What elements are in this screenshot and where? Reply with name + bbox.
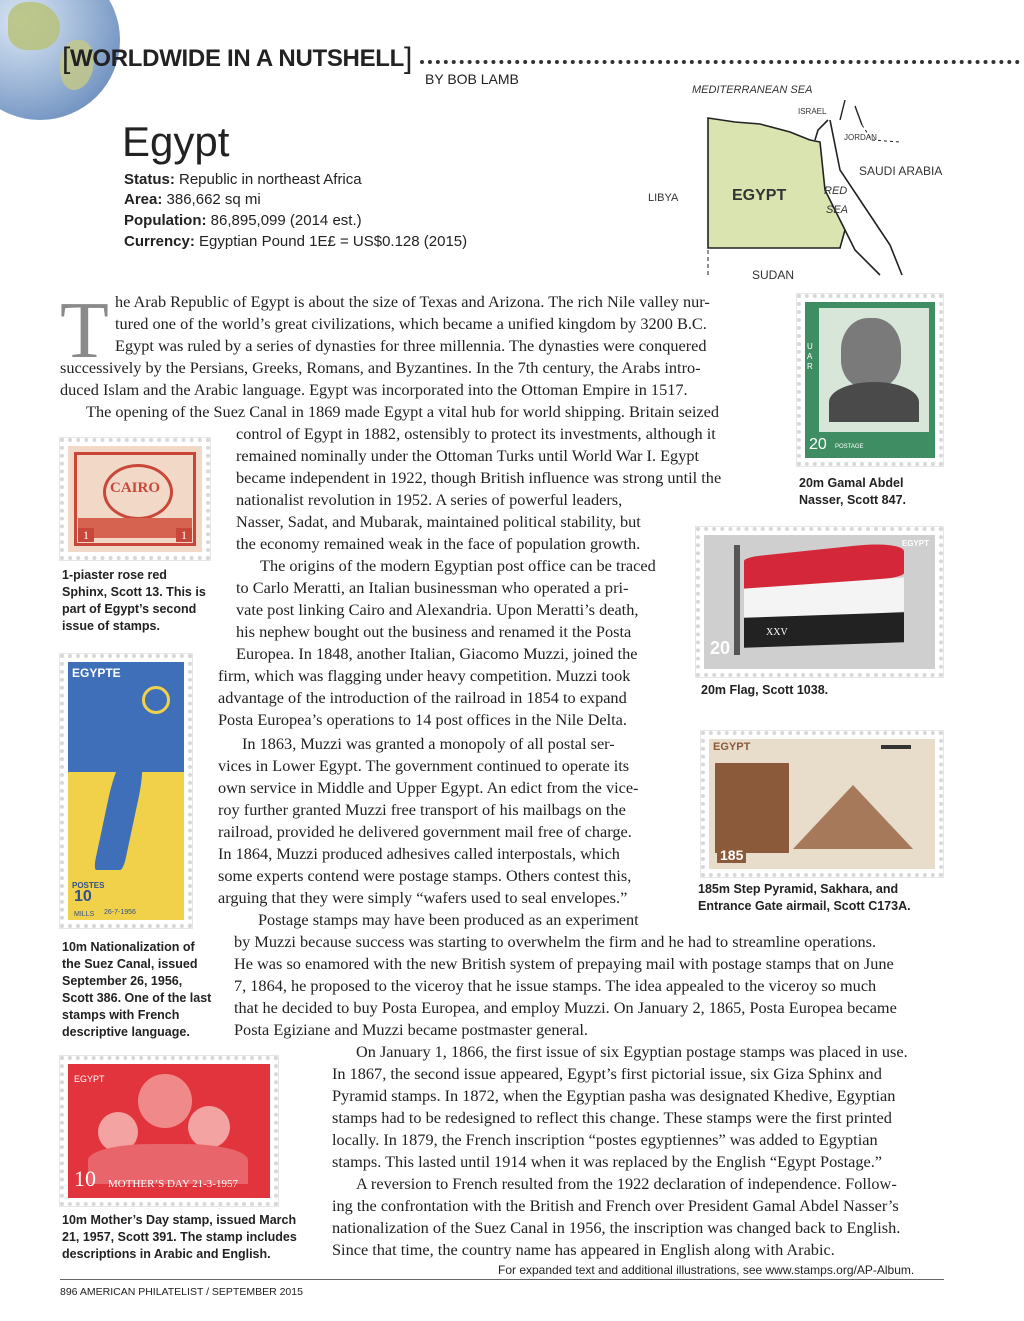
drop-cap: T [60, 287, 109, 375]
map-label-sudan: SUDAN [752, 268, 795, 282]
map-label-libya: LIBYA [648, 192, 679, 204]
fact-status: Status: Republic in northeast Africa [124, 171, 362, 188]
map-label-israel: ISRAEL [798, 107, 827, 116]
stamp-sphinx: CAIRO 1 1 [60, 438, 210, 560]
paragraph-3: The origins of the modern Egyptian post office can be traced to Carlo Meratti, an Italian businessman who operated a pri- vate post linking Cairo and Alexandria. Upon Meratti’s death, his nephew bought out the business and renamed it the Posta Europea. In 1848, another Italian, Giacomo Muzzi, joined the [236, 556, 656, 663]
map-label-egypt: EGYPT [732, 187, 787, 204]
map-label-jordan: JORDAN [844, 133, 877, 142]
paragraph-1: he Arab Republic of Egypt is about the size of Texas and Arizona. The rich Nile valley nur- tured one of the world’s great civilizations, which became a unified kingdom by 3200 B.C. Egypt was ruled by a series of dynasties for three millennia. The dynasties were conquered successively by the Persians, Greeks, Romans, and Byzantines. In the 7th century, the Arabs intro- duced Islam and the Arabic language. Egypt was incorporated into the Ottoman Empire in 1517. [60, 292, 710, 399]
map-label-mediterranean: MEDITERRANEAN SEA [692, 84, 813, 96]
stamp-pyramid: EGYPT 185 [701, 731, 943, 877]
byline: BY BOB LAMB [425, 71, 519, 87]
paragraph-5: Postage stamps may have been produced as an experiment [258, 910, 639, 929]
paragraph-6: On January 1, 1866, the first issue of six Egyptian postage stamps was placed in use. In 1867, the second issue appeared, Egypt’s first pictorial issue, six Giza Sphinx and Pyramid stamps. In 1872, when the Egyptian pasha was designated Khedive, Egyptian stamps had to be redesigned to reflect this change. These stamps were the first printed locally. In 1879, the French inscription “postes egyptiennes” was added to Egyptian stamps. This lasted until 1914 when it was replaced by the English “Egypt Postage.” [332, 1042, 908, 1171]
stamp-flag: EGYPT 20 XXV [696, 527, 943, 677]
country-title: Egypt [122, 118, 230, 165]
folio: 896 AMERICAN PHILATELIST / SEPTEMBER 2015 [60, 1286, 303, 1298]
dotted-rule [420, 60, 1020, 64]
fact-area: Area: 386,662 sq mi [124, 191, 261, 208]
fact-currency: Currency: Egyptian Pound 1E£ = US$0.128 (2015) [124, 233, 468, 250]
caption-suez: 10m Nationalization of the Suez Canal, issued September 26, 1956, Scott 386. One of the last stamps with French descriptive language. [62, 940, 212, 1039]
stamp-mothers-day: EGYPT 10 MOTHER’S DAY 21-3-1957 [60, 1056, 278, 1206]
paragraph-5-cont: by Muzzi because success was starting to overwhelm the firm and he had to streamline operations. He was so enamored with the new British system of prepaying mail with postage stamps that on June 7, 1864, he proposed to the viceroy that he issue stamps. The idea appealed to the viceroy so much that he decided to buy Posta Europea, and employ Muzzi. On January 2, 1865, Posta Europea became Posta Egiziane and Muzzi became postmaster general. [234, 932, 897, 1039]
map-label-red: RED [824, 185, 848, 197]
stamp-nasser: UAR 20 POSTAGE [797, 294, 943, 466]
section-title: [WORLDWIDE IN A NUTSHELL] [62, 42, 413, 75]
map-label-saudi-arabia: SAUDI ARABIA [859, 164, 943, 178]
caption-nasser: 20m Gamal Abdel Nasser, Scott 847. [799, 476, 907, 507]
paragraph-7: A reversion to French resulted from the 1922 declaration of independence. Follow- ing the confrontation with the British and French over President Gamal Abdel Nasser’s nationalization of the Suez Canal in 1956, the inscription was changed back to English. Since that time, the country name has appeared in English along with Arabic. [332, 1174, 901, 1259]
footer-note: For expanded text and additional illustrations, see www.stamps.org/AP-Album. [498, 1263, 915, 1277]
paragraph-2-cont: control of Egypt in 1882, ostensibly to protect its investments, although it remained nominally under the Ottoman Turks until World War I. Egypt became independent in 1922, though British influence was strong until the [236, 424, 722, 487]
footer-rule [60, 1279, 944, 1280]
egypt-map [640, 80, 970, 290]
fact-population: Population: 86,895,099 (2014 est.) [124, 212, 362, 229]
caption-mothers-day: 10m Mother’s Day stamp, issued March 21, 1957, Scott 391. The stamp includes descriptions in Arabic and English. [62, 1213, 297, 1261]
caption-pyramid: 185m Step Pyramid, Sakhara, and Entrance Gate airmail, Scott C173A. [698, 882, 911, 913]
paragraph-3-end: firm, which was flagging under heavy competition. Muzzi took advantage of the introduction of the railroad in 1854 to expand Posta Europea’s operations to 14 post offices in the Nile Delta. [218, 666, 631, 729]
paragraph-2-end: nationalist revolution in 1952. A series of powerful leaders, Nasser, Sadat, and Mubarak, maintained political stability, but the economy remained weak in the face of population growth. [236, 490, 641, 553]
map-label-sea: SEA [826, 204, 849, 216]
stamp-suez: EGYPTE POSTES 10 MILLS 26-7-1956 [60, 654, 192, 928]
caption-sphinx: 1-piaster rose red Sphinx, Scott 13. This is part of Egypt’s second issue of stamps. [62, 568, 206, 633]
paragraph-4: In 1863, Muzzi was granted a monopoly of all postal ser- vices in Lower Egypt. The government continued to operate its own service in Middle and Upper Egypt. An edict from the vice- roy further granted Muzzi free transport of his mailbags on the railroad, provided he delivered government mail free of charge. In 1864, Muzzi produced adhesives called interpostals, which some experts contend were postage stamps. Others contest this, arguing that they were simply “wafers used to seal envelopes.” [218, 734, 639, 907]
paragraph-2: The opening of the Suez Canal in 1869 made Egypt a vital hub for world shipping. Britain seized [86, 402, 720, 421]
caption-flag: 20m Flag, Scott 1038. [701, 683, 829, 697]
